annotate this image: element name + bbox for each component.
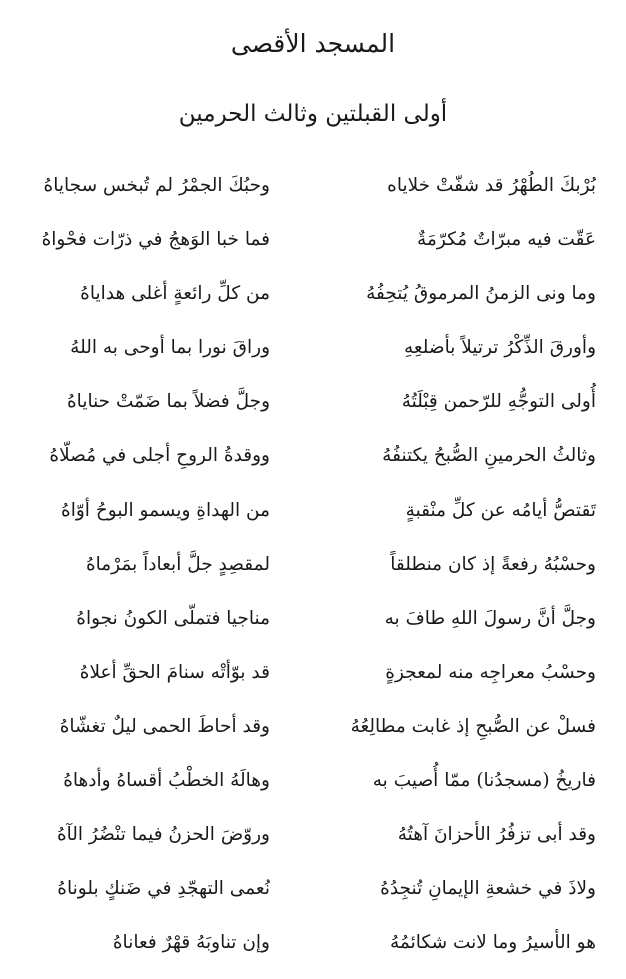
verse-first-hemistich: وقد أبى تزفُرُ الأحزانَ آهتُهُ xyxy=(397,824,596,846)
verse-first-hemistich: وثالثُ الحرمينِ الصُّبحُ يكتنفُهُ xyxy=(382,445,596,467)
verse xyxy=(0,763,626,817)
verse-first-hemistich: وحسْبُ معراجِه منه لمعجزةٍ xyxy=(385,661,596,683)
verse-second-hemistich: نُعمى التهجّدِ في ضَنكٍ بلوناهُ xyxy=(57,878,270,900)
verse-first-hemistich: وحسْبُهُ رفعةً إذ كان منطلقاً xyxy=(390,553,596,575)
verse-first-hemistich: تَقتصُّ أيامُه عن كلِّ منْقبةٍ xyxy=(405,499,596,521)
verse-second-hemistich: وقد أحاطَ الحمى ليلٌ تغشّاهُ xyxy=(59,715,270,737)
verse-second-hemistich: قد بوّأتْه سنامَ الحقِّ أعلاهُ xyxy=(79,661,270,683)
verse-first-hemistich: عَقّت فيه مبرّاتٌ مُكرّمَةٌ xyxy=(417,229,596,251)
poem-subtitle: أولى القبلتين وثالث الحرمين xyxy=(178,101,448,127)
verse-second-hemistich: ووقدةُ الروحِ أجلى في مُصلّاهُ xyxy=(49,445,270,467)
verse-first-hemistich: وأورقَ الذِّكْرُ ترتيلاً بأضلعِهِ xyxy=(403,337,596,359)
verse-second-hemistich: وإن تناوبَهُ قهْرٌ فعاناهُ xyxy=(112,932,270,954)
verse-first-hemistich: وما ونى الزمنُ المرموقُ يُتحِفُهُ xyxy=(366,283,596,305)
verse xyxy=(0,493,626,547)
verse xyxy=(0,384,626,438)
verse-second-hemistich: وراقَ نورا بما أوحى به اللهُ xyxy=(70,337,270,359)
verse-first-hemistich: فاريخُ (مسجدُنا) ممّا أُصيبَ به xyxy=(372,770,596,792)
verse-first-hemistich: فسلْ عن الصُّبحِ إذ غابت مطالِعُهُ xyxy=(350,715,596,737)
verse-second-hemistich: من الهداةِ ويسمو البوحُ أوّاهُ xyxy=(61,499,270,521)
verse-list xyxy=(0,168,626,979)
verse xyxy=(0,817,626,871)
verse xyxy=(0,547,626,601)
poem-title: المسجد الأقصى xyxy=(230,29,396,58)
verse xyxy=(0,601,626,655)
verse-second-hemistich: وجلَّ فضلاً بما ضَمّتْ حناياهُ xyxy=(66,391,270,413)
verse xyxy=(0,276,626,330)
verse xyxy=(0,709,626,763)
verse-second-hemistich: وهالَهُ الخطْبُ أقساهُ وأدهاهُ xyxy=(63,770,270,792)
verse-first-hemistich: أُولى التوجُّهِ للرّحمن قِبْلَتُهُ xyxy=(401,391,596,413)
verse-second-hemistich: لمقصِدٍ جلَّ أبعاداً بمَرْماهُ xyxy=(85,553,270,575)
verse xyxy=(0,222,626,276)
verse xyxy=(0,871,626,925)
verse-second-hemistich: من كلِّ رائعةٍ أغلى هداياهُ xyxy=(80,283,270,305)
verse xyxy=(0,330,626,384)
verse xyxy=(0,655,626,709)
verse-second-hemistich: وحبُكَ الجمْرُ لم تُبخس سجاياهُ xyxy=(43,175,270,196)
verse xyxy=(0,438,626,492)
verse-second-hemistich: وروّضَ الحزنُ فيما تنْضُرُ الآهُ xyxy=(56,824,270,846)
verse-second-hemistich: مناجيا فتملّى الكونُ نجواهُ xyxy=(76,607,270,629)
verse-first-hemistich: وجلَّ أنَّ رسولَ اللهِ طافَ به xyxy=(384,607,596,629)
verse xyxy=(0,925,626,979)
verse-first-hemistich: ولاذَ في خشعةِ الإيمانِ تُنجِدُهُ xyxy=(380,878,596,900)
verse-first-hemistich: هو الأسيرُ وما لانت شكائمُهُ xyxy=(389,932,596,954)
verse xyxy=(0,168,626,222)
verse-first-hemistich: بُرْبكَ الطُهْرُ قد شفّتْ خلاياه xyxy=(387,175,596,196)
verse-second-hemistich: فما خبا الوَهجُ في ذرّات فحْواهُ xyxy=(41,229,270,251)
